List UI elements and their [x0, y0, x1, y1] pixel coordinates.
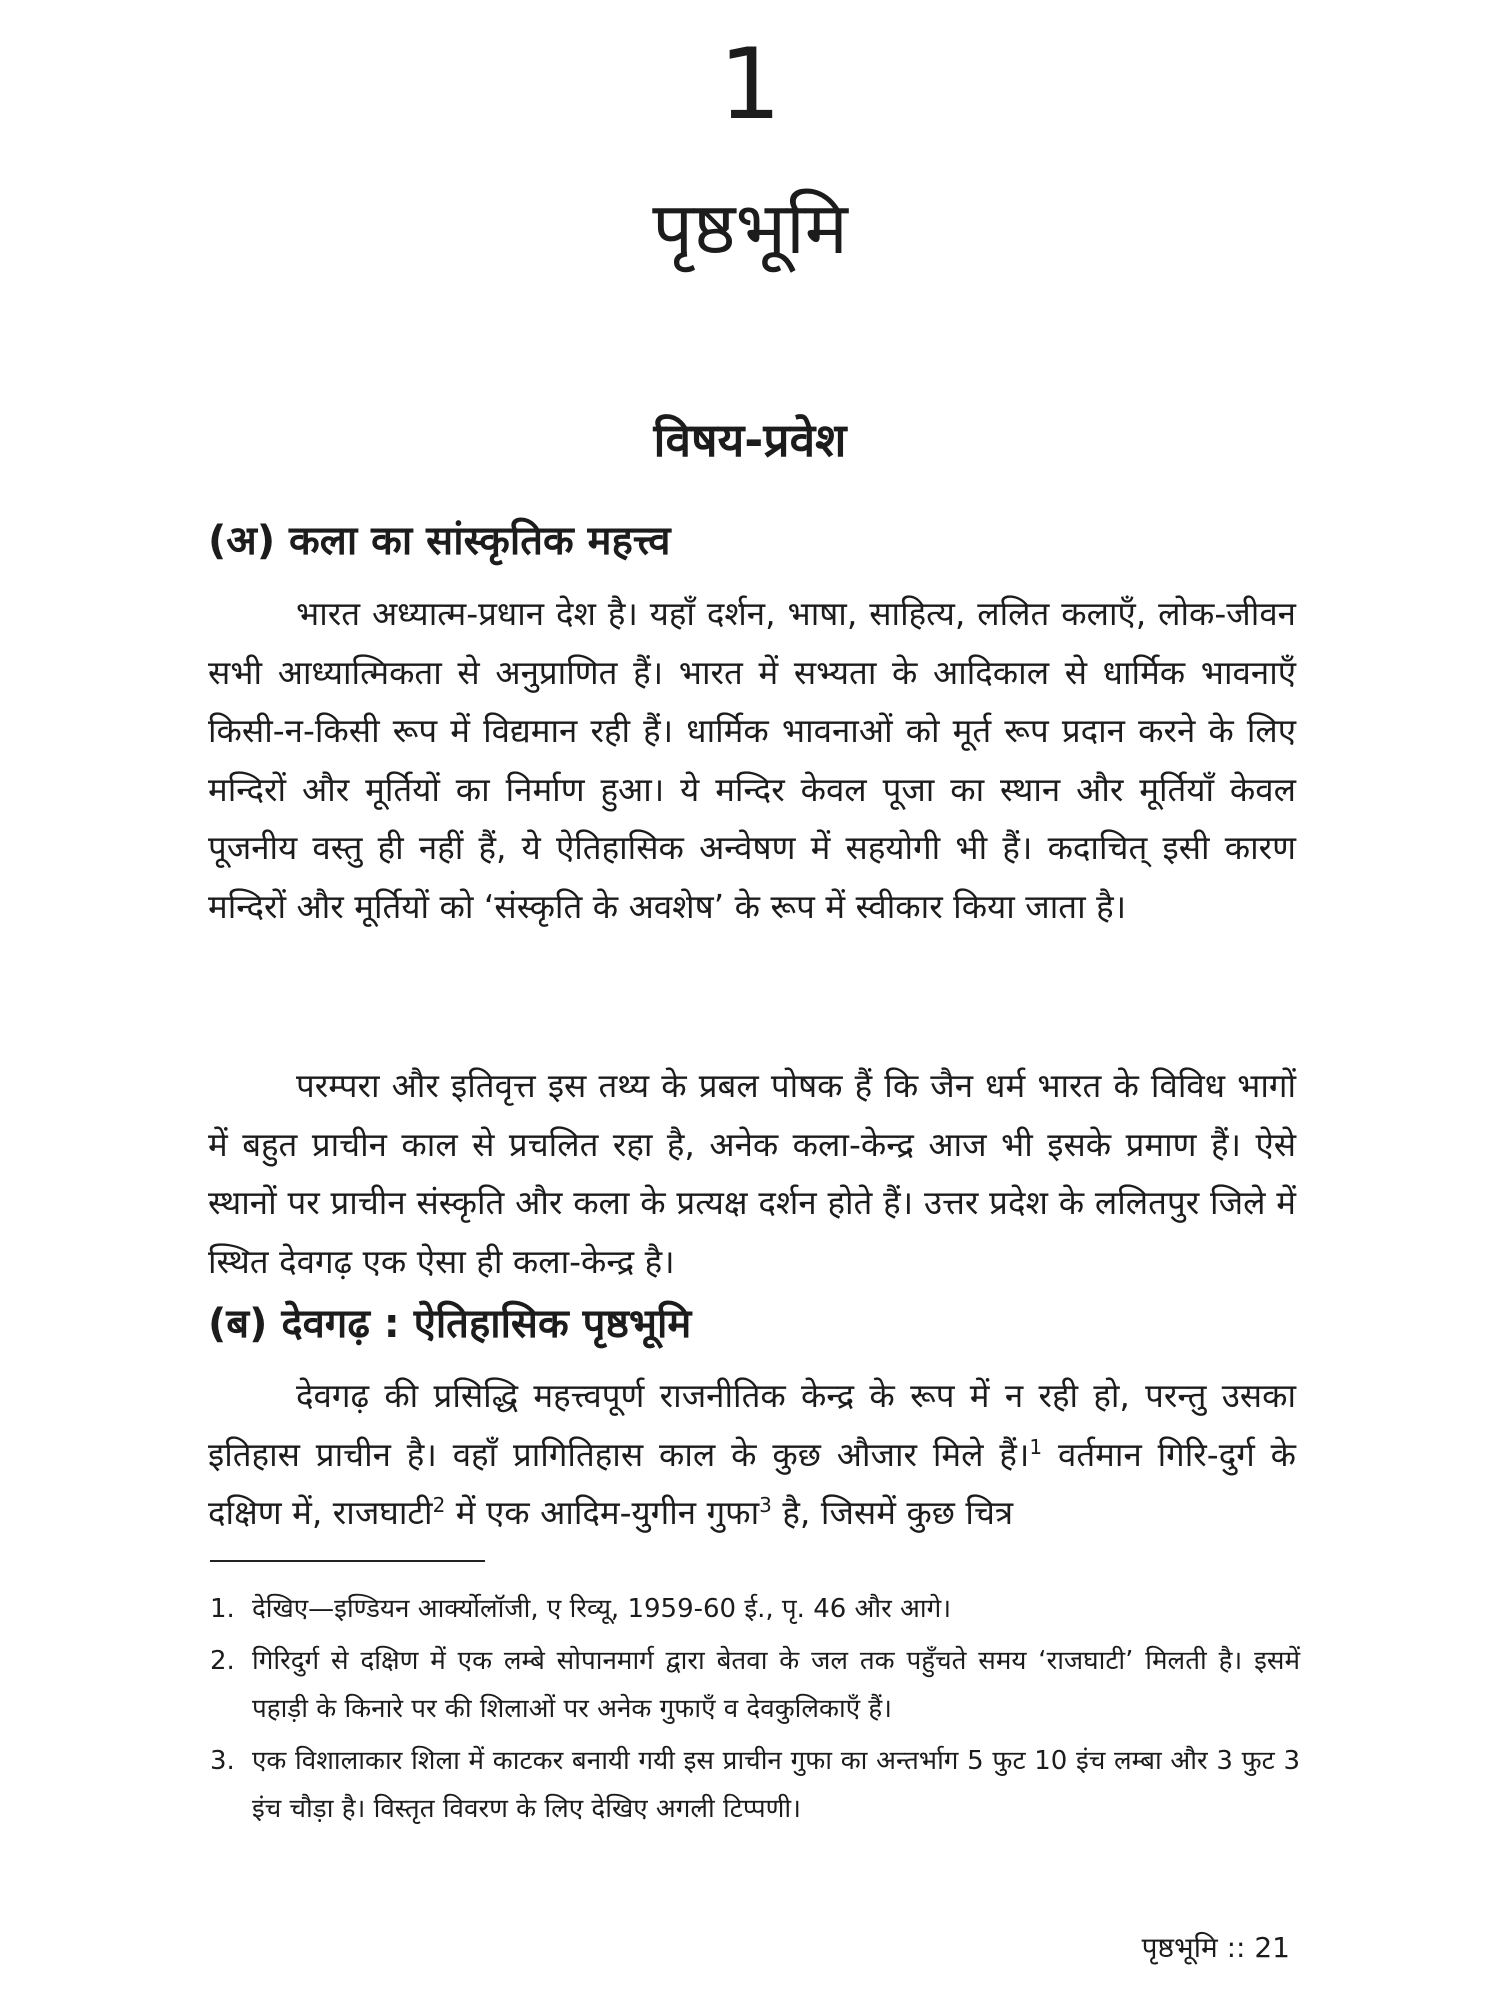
footnote-ref-2[interactable]: 2	[432, 1493, 446, 1517]
running-footer-page-number: पृष्ठभूमि :: 21	[1141, 1931, 1290, 1964]
chapter-title: पृष्ठभूमि	[652, 186, 848, 270]
footnote-2	[210, 1637, 1300, 1733]
chapter-number: 1	[718, 28, 782, 142]
subsection-b-heading: (ब) देवगढ़ : ऐतिहासिक पृष्ठभूमि	[208, 1301, 692, 1347]
paragraph-jain-tradition: परम्परा और इतिवृत्त इस तथ्य के प्रबल पोषक हैं कि जैन धर्म भारत के विविध भागों में बहुत प्राचीन काल से प्रचलित रहा है, अनेक कला-केन्द्र आज भी इसके प्रमाण हैं। ऐसे स्थानों पर प्राचीन संस्कृति और कला के प्रत्यक्ष दर्शन होते हैं। उत्तर प्रदेश के ललितपुर जिले में स्थित देवगढ़ एक ऐसा ही कला-केन्द्र है।	[208, 1066, 1296, 1281]
paragraph-art-cultural-significance: भारत अध्यात्म-प्रधान देश है। यहाँ दर्शन, भाषा, साहित्य, ललित कलाएँ, लोक-जीवन सभी आध्यात्मिकता से अनुप्राणित हैं। भारत में सभ्यता के आदिकाल से धार्मिक भावनाएँ किसी-न-किसी रूप में विद्यमान रही हैं। धार्मिक भावनाओं को मूर्त रूप प्रदान करने के लिए मन्दिरों और मूर्तियों का निर्माण हुआ। ये मन्दिर केवल पूजा का स्थान और मूर्तियाँ केवल पूजनीय वस्तु ही नहीं हैं, ये ऐतिहासिक अन्वेषण में सहयोगी भी हैं। कदाचित् इसी कारण मन्दिरों और मूर्तियों को ‘संस्कृति के अवशेष’ के रूप में स्वीकार किया जाता है।	[208, 594, 1296, 926]
footnote-text: देखिए—इण्डियन आर्क्योलॉजी, ए रिव्यू, 1959-60 ई., पृ. 46 और आगे।	[252, 1594, 952, 1624]
footnote-ref-3[interactable]: 3	[759, 1493, 772, 1517]
paragraph-text-part: में एक आदिम-युगीन गुफा	[445, 1493, 760, 1532]
section-heading: विषय-प्रवेश	[653, 413, 847, 467]
footnote-number: 1.	[210, 1594, 235, 1624]
footnote-1	[210, 1585, 1300, 1633]
footnote-ref-1[interactable]: 1	[1029, 1434, 1043, 1459]
paragraph-deogarh-history	[208, 1367, 1296, 1543]
subsection-a-heading: (अ) कला का सांस्कृतिक महत्त्व	[208, 518, 671, 564]
footnote-text: गिरिदुर्ग से दक्षिण में एक लम्बे सोपानमार्ग द्वारा बेतवा के जल तक पहुँचते समय ‘राजघाटी’ मिलती है। इसमें पहाड़ी के किनारे पर की शिलाओं पर अनेक गुफाएँ व देवकुलिकाएँ हैं।	[252, 1646, 1300, 1724]
footnote-number: 2.	[210, 1646, 235, 1676]
paragraph-text-part: है, जिसमें कुछ चित्र	[771, 1493, 1014, 1532]
footnote-3	[210, 1737, 1300, 1833]
paragraph-text-part: वर्तमान गिरि-दुर्ग के दक्षिण में, राजघाटी	[208, 1434, 1297, 1532]
footnotes-list	[210, 1585, 1300, 1837]
footnote-divider	[210, 1560, 485, 1562]
paragraph-text-part: देवगढ़ की प्रसिद्धि महत्त्वपूर्ण राजनीतिक केन्द्र के रूप में न रही हो, परन्तु उसका इतिहास प्राचीन है। वहाँ प्रागितिहास काल के कुछ औजार मिले हैं।	[208, 1376, 1296, 1474]
footnote-text: एक विशालाकार शिला में काटकर बनायी गयी इस प्राचीन गुफा का अन्तर्भाग 5 फुट 10 इंच लम्बा और 3 फुट 3 इंच चौड़ा है। विस्तृत विवरण के लिए देखिए अगली टिप्पणी।	[252, 1746, 1300, 1824]
footnote-number: 3.	[210, 1746, 235, 1776]
